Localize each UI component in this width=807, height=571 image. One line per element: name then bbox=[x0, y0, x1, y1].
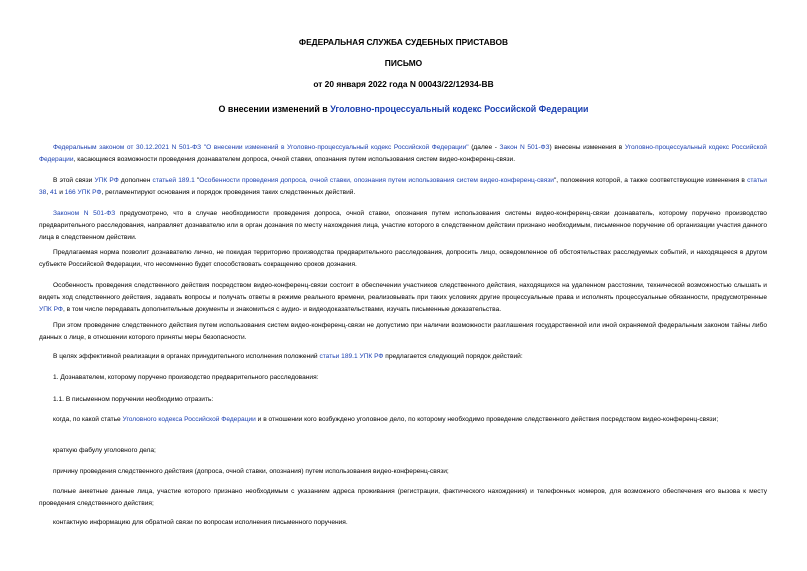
title-code-link[interactable]: Уголовно-процессуальный кодекс Российской Федерации bbox=[330, 104, 589, 114]
title-prefix: О внесении изменений в bbox=[218, 104, 331, 114]
document-type: ПИСЬМО bbox=[384, 58, 423, 68]
criminal-code-link[interactable]: Уголовного кодекса Российской Федерации bbox=[122, 416, 256, 423]
document-title bbox=[0, 104, 807, 114]
paragraph-9: 1.1. В письменном поручении необходимо отразить: bbox=[53, 396, 214, 403]
paragraph-2: В этой связи УПК РФ дополнен статьей 189.1 "Особенности проведения допроса, очной ставки, опознания путем использования систем видео-конференц-связи", положения которой, а также соответствующие изменения в статьи 38, 41 и 166 УПК РФ, регламентируют основания и порядок проведения таких следственных действий. bbox=[39, 177, 767, 196]
federal-law-link[interactable]: Федеральным законом от 30.12.2021 N 501-ФЗ "О внесении изменений в Уголовно-процессуальный кодекс Российской Федерации" bbox=[53, 144, 469, 151]
article-38-link[interactable]: статьи 38 bbox=[39, 177, 767, 196]
upk-link-2[interactable]: УПК РФ bbox=[39, 306, 63, 313]
upk-link[interactable]: УПК РФ bbox=[94, 177, 119, 184]
paragraph-4: Предлагаемая норма позволит дознавателю лично, не покидая территорию производства предварительного расследования, допросить лицо, осведомленное об обстоятельствах расследуемых событий, и находящееся в другом субъекте Российской Федерации, что несомненно будет способствовать сокращению сроков дознания. bbox=[39, 249, 767, 268]
law-501-link[interactable]: Закон N 501-ФЗ bbox=[499, 144, 550, 151]
article-41-link[interactable]: 41 bbox=[50, 189, 58, 196]
paragraph-8: 1. Дознавателем, которому поручено производство предварительного расследования: bbox=[53, 374, 319, 381]
paragraph-7: В целях эффективной реализации в органах принудительного исполнения положений статьи 189.1 УПК РФ предлагается следующий порядок действий: bbox=[53, 353, 523, 360]
paragraph-1: Федеральным законом от 30.12.2021 N 501-ФЗ "О внесении изменений в Уголовно-процессуальный кодекс Российской Федерации" (далее - Закон N 501-ФЗ) внесены изменения в Уголовно-процессуальный кодекс Российской Федерации, касающиеся возможности проведения дознавателем допроса, очной ставки, опознания путем использования систем видео-конференц-связи. bbox=[39, 144, 767, 163]
agency-name: ФЕДЕРАЛЬНАЯ СЛУЖБА СУДЕБНЫХ ПРИСТАВОВ bbox=[298, 37, 509, 47]
paragraph-5: Особенность проведения следственного действия посредством видео-конференц-связи состоит в обеспечении участников следственного действия, находящихся на удаленном расстоянии, технической возможностью слышать и видеть ход следственного действия, задавать вопросы и получать ответы в режиме реального времени, реализовывать при таких условиях другие процессуальные права и исполнять процессуальные обязанности, предусмотренные УПК РФ, в том числе передавать дополнительные документы и знакомиться с аудио- и видеодоказательствами, изучать письменные доказательства. bbox=[39, 282, 767, 313]
paragraph-10: когда, по какой статье Уголовного кодекса Российской Федерации и в отношении кого возбуждено уголовное дело, по которому необходимо проведение следственного действия посредством видео-конференц-связи; bbox=[53, 416, 719, 423]
criminal-procedure-code-link[interactable]: Уголовно-процессуальный кодекс Российской Федерации bbox=[39, 144, 767, 163]
article-189-1-upk-link[interactable]: статьи 189.1 УПК РФ bbox=[319, 353, 384, 360]
paragraph-14: контактную информацию для обратной связи по вопросам исполнения письменного поручения. bbox=[53, 519, 348, 526]
document-date-number: от 20 января 2022 года N 00043/22/12934-ВВ bbox=[313, 79, 494, 89]
paragraph-13: полные анкетные данные лица, участие которого признано необходимым с указанием адреса проживания (регистрации, фактического нахождения) и телефонных номеров, для возможного обеспечения его вызова к месту проведения следственного действия; bbox=[39, 488, 767, 507]
article-189-1-link[interactable]: статьей 189.1 bbox=[152, 177, 195, 184]
law-501-link-2[interactable]: Законом N 501-ФЗ bbox=[53, 210, 116, 217]
article-189-1-title-link[interactable]: Особенности проведения допроса, очной ставки, опознания путем использования систем видео-конференц-связи bbox=[199, 177, 554, 184]
paragraph-12: причину проведения следственного действия (допроса, очной ставки, опознания) путем использования видео-конференц-связи; bbox=[53, 468, 449, 475]
paragraph-11: краткую фабулу уголовного дела; bbox=[53, 447, 156, 454]
paragraph-6: При этом проведение следственного действия путем использования систем видео-конференц-связи не допустимо при наличии возможности разглашения государственной или иной охраняемой федеральным законом тайны либо данных о лице, в отношении которого приняты меры безопасности. bbox=[39, 322, 767, 341]
paragraph-3: Законом N 501-ФЗ предусмотрено, что в случае необходимости проведения допроса, очной ставки, опознания путем использования системы видео-конференц-связи дознаватель, которому поручено производство предварительного расследования, направляет дознавателю или в орган дознания по месту нахождения лица, участие которого в следственном действии признано необходимым, письменное поручение об организации участия данного лица в следственном действии. bbox=[39, 210, 767, 241]
article-166-link[interactable]: 166 УПК РФ bbox=[64, 189, 102, 196]
